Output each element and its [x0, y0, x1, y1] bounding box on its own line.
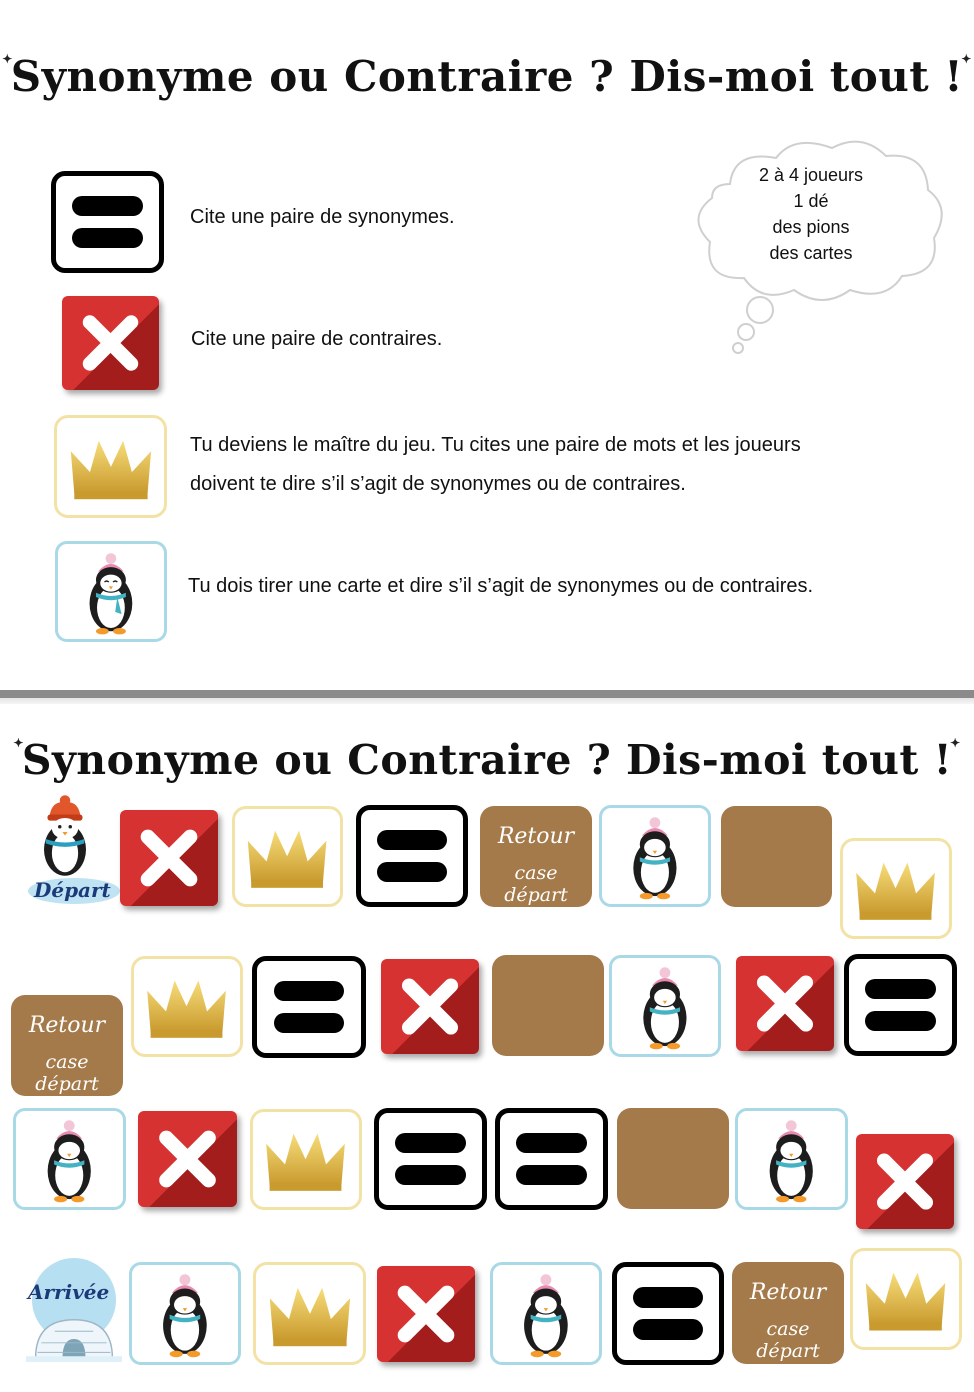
legend-king-text-line1: Tu deviens le maître du jeu. Tu cites une paire de mots et les joueurs	[190, 434, 801, 456]
equals-icon	[633, 1287, 702, 1307]
rules-title: ✦Synonyme ou Contraire ? Dis-moi tout !✦	[2, 52, 972, 101]
penguin-icon	[512, 1271, 580, 1358]
board-tile-penguin	[599, 805, 711, 907]
board-tile-penguin	[609, 955, 721, 1057]
rules-page	[0, 0, 974, 690]
board-tile-synonym	[374, 1108, 487, 1210]
legend-synonym-text: Cite une paire de synonymes.	[190, 206, 455, 228]
finish-label: Arrivée	[28, 1280, 110, 1304]
board-tile-blank	[721, 806, 832, 907]
legend-king-tile	[54, 415, 167, 518]
board-tile-king	[850, 1248, 962, 1350]
board-tile-return-start	[480, 806, 592, 907]
penguin-with-hat-icon	[30, 792, 100, 886]
cross-icon	[856, 1134, 954, 1229]
board-tile-contrary	[138, 1111, 237, 1207]
board-tile-penguin	[129, 1262, 241, 1365]
board-tile-king	[253, 1262, 366, 1365]
return-label-line2: case départ	[35, 1050, 99, 1095]
penguin-icon	[757, 1117, 825, 1203]
board-page	[0, 704, 974, 1392]
equals-icon	[72, 196, 142, 216]
cross-icon	[120, 810, 218, 906]
return-label-line1: Retour	[749, 1280, 827, 1306]
equals-icon	[377, 830, 446, 850]
crown-icon	[861, 1264, 950, 1333]
crown-icon	[243, 822, 331, 890]
penguin-icon	[77, 550, 145, 636]
board-tile-penguin	[13, 1108, 126, 1210]
legend-synonym-tile	[51, 171, 164, 273]
return-label-line1: Retour	[28, 1013, 106, 1039]
cross-icon	[62, 296, 159, 390]
penguin-icon	[621, 814, 689, 900]
board-tile-contrary	[377, 1266, 475, 1362]
board-title: ✦Synonyme ou Contraire ? Dis-moi tout !✦	[13, 736, 961, 784]
legend-penguin-text: Tu dois tirer une carte et dire s’il s’agit de synonymes ou de contraires.	[188, 575, 814, 597]
equals-icon	[395, 1133, 465, 1153]
board-tile-synonym	[252, 956, 366, 1058]
return-label-line2: case départ	[756, 1318, 820, 1363]
crown-icon	[265, 1279, 355, 1349]
board-start	[24, 792, 120, 910]
materials-list	[718, 162, 904, 266]
board-tile-penguin	[735, 1108, 848, 1210]
igloo-icon	[22, 1314, 126, 1362]
board-tile-synonym	[356, 805, 468, 907]
legend-contrary-tile	[62, 296, 159, 390]
material-die: 1 dé	[793, 191, 829, 211]
legend-penguin-tile	[55, 541, 167, 642]
crown-icon	[261, 1125, 350, 1193]
penguin-icon	[35, 1117, 103, 1203]
board-tile-contrary	[736, 956, 834, 1051]
equals-icon	[274, 981, 345, 1001]
board-tile-contrary	[381, 959, 479, 1054]
board-tile-synonym	[495, 1108, 608, 1210]
board-finish	[20, 1258, 126, 1364]
board-tile-king	[840, 838, 952, 939]
return-label-line2: case départ	[504, 861, 568, 906]
material-players: 2 à 4 joueurs	[758, 165, 864, 185]
cross-icon	[381, 959, 479, 1054]
board-tile-contrary	[856, 1134, 954, 1229]
crown-icon	[66, 432, 156, 502]
board-tile-blank	[492, 955, 604, 1056]
board-tile-king	[250, 1109, 362, 1210]
crown-icon	[851, 854, 940, 922]
legend-king-text-line2: doivent te dire s’il s’agit de synonymes ou de contraires.	[190, 473, 686, 495]
board-tile-king	[232, 806, 343, 907]
board-tile-return-start	[11, 995, 123, 1096]
cross-icon	[377, 1266, 475, 1362]
board-tile-synonym	[612, 1262, 724, 1365]
penguin-icon	[151, 1271, 219, 1358]
cross-icon	[138, 1111, 237, 1207]
cross-icon	[736, 956, 834, 1051]
board-tile-synonym	[844, 954, 957, 1056]
material-cards: des cartes	[769, 243, 853, 263]
return-label-line1: Retour	[497, 824, 575, 850]
start-label: Départ	[34, 878, 111, 902]
material-pawns: des pions	[772, 217, 850, 237]
legend-contrary-text: Cite une paire de contraires.	[191, 328, 443, 350]
board-tile-contrary	[120, 810, 218, 906]
board-tile-king	[131, 956, 243, 1057]
page-separator	[0, 690, 974, 704]
equals-icon	[516, 1133, 586, 1153]
equals-icon	[865, 979, 935, 999]
board-tile-penguin	[490, 1262, 602, 1365]
board-tile-blank	[617, 1108, 729, 1209]
crown-icon	[142, 972, 231, 1040]
board-tile-return-start	[732, 1262, 844, 1364]
penguin-icon	[631, 964, 699, 1050]
